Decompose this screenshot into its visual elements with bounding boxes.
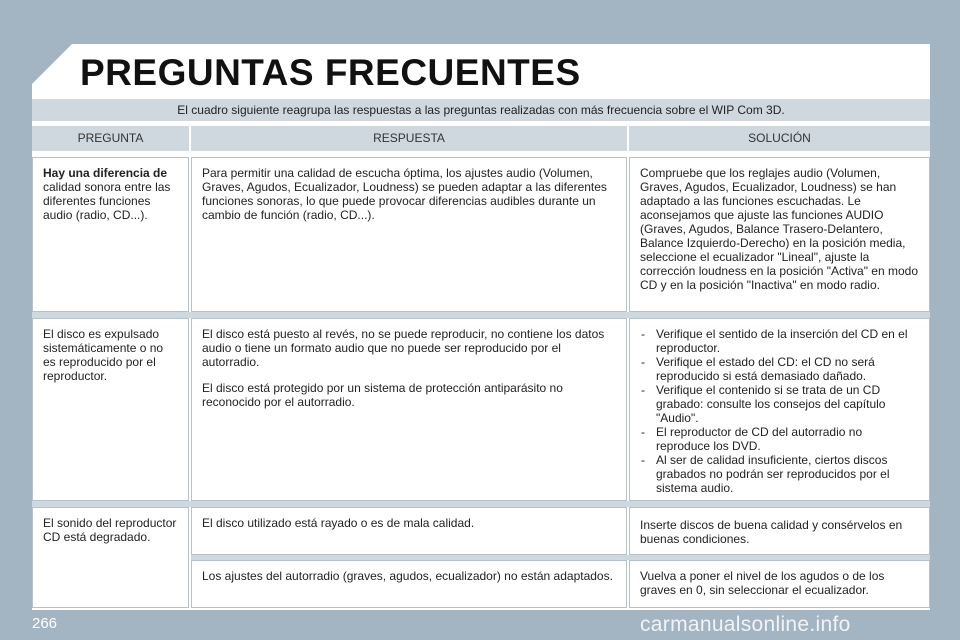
row3-solution-b [629, 560, 930, 608]
list-item: - Verifique el estado del CD: el CD no será reproducido si está demasiado dañado. [640, 355, 919, 383]
row1-answer [191, 157, 627, 312]
row2-solution [629, 318, 930, 501]
list-item: - El reproductor de CD del autorradio no reproduce los DVD. [640, 425, 919, 453]
row3-solution-a-text: Inserte discos de buena calidad y consérvelos en buenas condiciones. [640, 518, 903, 546]
header-solution: SOLUCIÓN [629, 126, 930, 151]
row1-question [32, 157, 189, 312]
row3-answer-b-text: Los ajustes del autorradio (graves, agudos, ecualizador) no están adaptados. [202, 569, 613, 583]
list-item: - Verifique el sentido de la inserción del CD en el reproductor. [640, 327, 919, 355]
row3-answer-a [191, 507, 627, 555]
row1-question-bold: Hay una diferencia de [43, 166, 168, 180]
row3-question [32, 507, 189, 608]
row2-solution-list [640, 327, 919, 495]
row3-question-text: El sonido del reproductor CD está degradado. [43, 516, 177, 544]
row2-answer-p2: El disco está protegido por un sistema de protección antiparásito no reconocido por el autorradio. [202, 381, 563, 409]
header-answer: RESPUESTA [191, 126, 627, 151]
header-question: PREGUNTA [32, 126, 189, 151]
list-item: - Al ser de calidad insuficiente, ciertos discos grabados no podrán ser reproducidos por el sistema audio. [640, 453, 919, 495]
list-item: - Verifique el contenido si se trata de un CD grabado: consulte los consejos del capítulo "Audio". [640, 383, 919, 425]
page-number: 266 [32, 615, 58, 632]
row1-answer-text: Para permitir una calidad de escucha óptima, los ajustes audio (Volumen, Graves, Agudos, Ecualizador, Loudness) se pueden adaptar a las diferentes funciones sonoras, lo que puede provocar diferencias audibles durante un cambio de función (radio, CD...). [202, 166, 607, 222]
row2-answer-p1: El disco está puesto al revés, no se puede reproducir, no contiene los datos audio o tiene un formato audio que no puede ser reproducido por el autorradio. [202, 327, 605, 369]
row3-solution-a [629, 507, 930, 555]
row2-question [32, 318, 189, 501]
row1-solution-text: Compruebe que los reglajes audio (Volumen, Graves, Agudos, Ecualizador, Loudness) se han adaptado a las funciones escuchadas. Le aconsejamos que ajuste las funciones AUDIO (Graves, Agudos, Balance Trasero-Delantero, Balance Izquierdo-Derecho) en la posición media, seleccione el ecualizador "Lineal", ajuste la corrección loudness en la posición "Activa" en modo CD y en la posición "Inactiva" en modo radio. [640, 166, 919, 292]
row3-solution-b-text: Vuelva a poner el nivel de los agudos o de los graves en 0, sin seleccionar el ecualizador. [640, 569, 885, 597]
row1-question-text: calidad sonora entre las diferentes funciones audio (radio, CD...). [43, 180, 171, 222]
watermark: carmanualsonline.info [640, 613, 851, 636]
row2-answer [191, 318, 627, 501]
row1-solution [629, 157, 930, 312]
row2-question-text: El disco es expulsado sistemáticamente o no es reproducido por el reproductor. [43, 327, 164, 383]
row3-answer-b [191, 560, 627, 608]
row3-answer-a-text: El disco utilizado está rayado o es de mala calidad. [202, 516, 475, 530]
intro-text: El cuadro siguiente reagrupa las respuestas a las preguntas realizadas con más frecuencia sobre el WIP Com 3D. [32, 99, 930, 121]
page-title: PREGUNTAS FRECUENTES [80, 52, 581, 93]
